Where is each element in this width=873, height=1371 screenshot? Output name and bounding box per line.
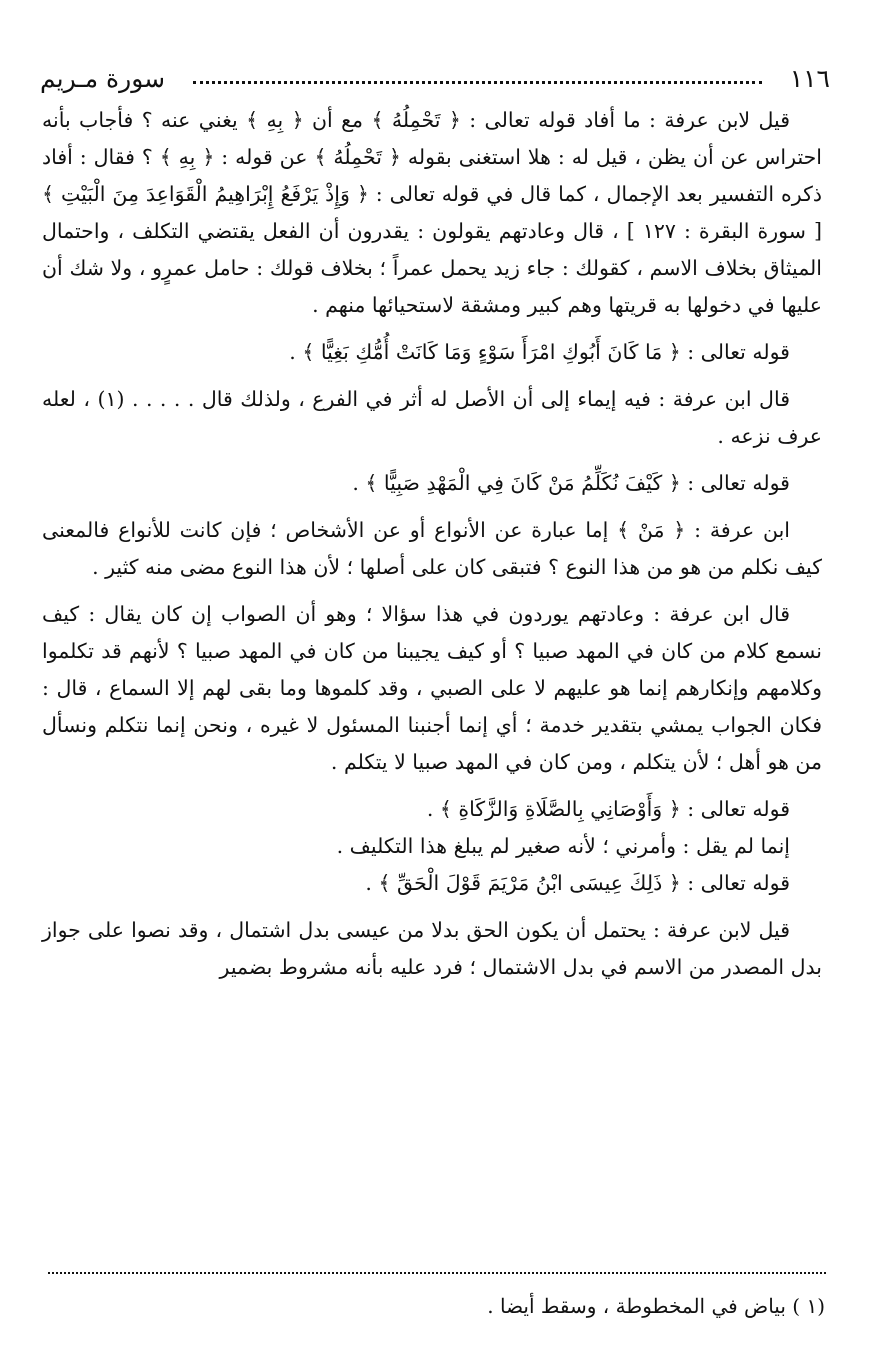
page-body <box>42 102 822 986</box>
page-header <box>40 58 830 98</box>
paragraph: قوله تعالى : ﴿ مَا كَانَ أَبُوكِ امْرَأَ سَوْءٍ وَمَا كَانَتْ أُمُّكِ بَغِيًّا ﴾ . <box>289 340 790 364</box>
paragraph: قال ابن عرفة : وعادتهم يوردون في هذا سؤالا ؛ وهو أن الصواب إن كان يقال : كيف نسمع كلام من كان في المهد صبيا ؟ أو كيف يجيبنا من كان في المهد صبيا ؟ لأنهم قد تكلموا وكلامهم وإنكارهم إنما هو عليهم لا على الصبي ، وقد كلموها وما بقى لهم إلا السماع ، قال : فكان الجواب يمشي بتقدير خدمة ؛ أي إنما أجنبنا المسئول لا غيره ، ونحن إنما نتكلم ونسأل من هو أهل ؛ لأن يتكلم ، ومن كان في المهد صبيا لا يتكلم . <box>42 602 822 774</box>
page-number: ١١٦ <box>789 63 830 93</box>
paragraph: قوله تعالى : ﴿ كَيْفَ نُكَلِّمُ مَنْ كَانَ فِي الْمَهْدِ صَبِيًّا ﴾ . <box>352 471 790 495</box>
paragraph: قوله تعالى : ﴿ وَأَوْصَانِي بِالصَّلَاةِ وَالزَّكَاةِ ﴾ . <box>426 797 790 821</box>
surah-title: سورة مـريم <box>40 63 166 93</box>
header-dotted-rule <box>193 81 762 84</box>
paragraph: قال ابن عرفة : فيه إيماء إلى أن الأصل له أثر في الفرع ، ولذلك قال . . . . . (١) ، لعله عرف نزعه . <box>42 387 822 448</box>
paragraph: إنما لم يقل : وأمرني ؛ لأنه صغير لم يبلغ هذا التكليف . <box>336 834 790 858</box>
footnote-separator <box>48 1272 826 1274</box>
footnote: (١ ) بياض في المخطوطة ، وسقط أيضا . <box>487 1294 825 1318</box>
paragraph: قوله تعالى : ﴿ ذَلِكَ عِيسَى ابْنُ مَرْيَمَ قَوْلَ الْحَقِّ ﴾ . <box>365 871 790 895</box>
paragraph: قيل لابن عرفة : ما أفاد قوله تعالى : ﴿ تَحْمِلُهُ ﴾ مع أن ﴿ بِهِ ﴾ يغني عنه ؟ فأجاب بأنه احتراس عن أن يظن ، قيل له : هلا استغنى بقوله ﴿ تَحْمِلُهُ ﴾ عن قوله : ﴿ بِهِ ﴾ ؟ فقال : أفاد ذكره التفسير بعد الإجمال ، كما قال في قوله تعالى : ﴿ وَإِذْ يَرْفَعُ إِبْرَاهِيمُ الْقَوَاعِدَ مِنَ الْبَيْتِ ﴾ [ سورة البقرة : ١٢٧ ] ، قال وعادتهم يقولون : يقدرون أن الفعل يقتضي التكلف ، واحتمال الميثاق بخلاف الاسم ، كقولك : جاء زيد يحمل عمراً ؛ بخلاف قولك : حامل عمرٍو ، ولا شك أن عليها في دخولها به قريتها وهم كبير ومشقة لاستحيائها منهم . <box>42 108 822 317</box>
paragraph: قيل لابن عرفة : يحتمل أن يكون الحق بدلا من عيسى بدل اشتمال ، وقد نصوا على جواز بدل المصدر من الاسم في بدل الاشتمال ؛ فرد عليه بأنه مشروط بضمير <box>42 918 822 979</box>
paragraph: ابن عرفة : ﴿ مَنْ ﴾ إما عبارة عن الأنواع أو عن الأشخاص ؛ فإن كانت للأنواع فالمعنى كيف نكلم من هو من هذا النوع ؟ فتبقى كان على أصلها ؛ لأن هذا النوع مضى منه كثير . <box>42 518 822 579</box>
